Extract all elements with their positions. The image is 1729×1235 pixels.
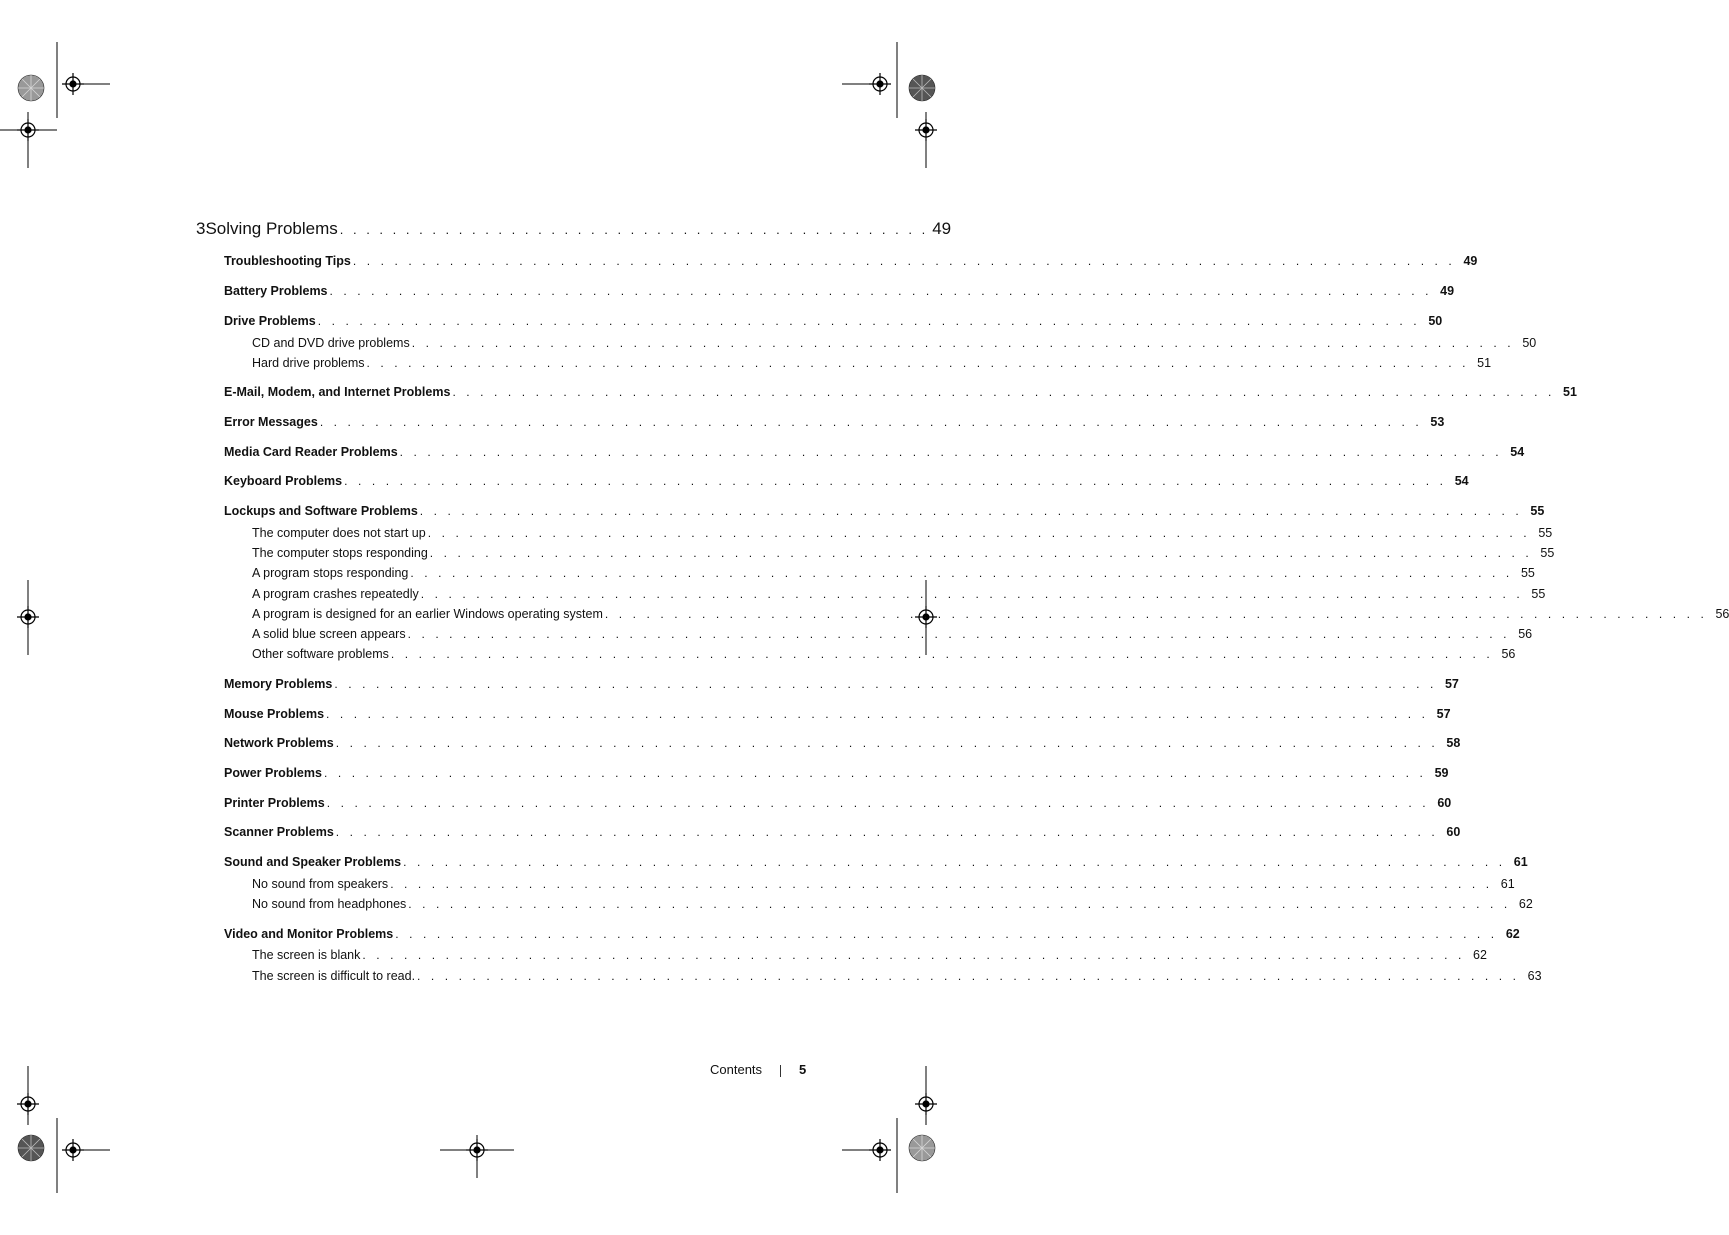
- entry-page-number: 61: [1500, 877, 1515, 891]
- entry-page-number: 62: [1518, 897, 1533, 911]
- entry-label: Video and Monitor Problems: [224, 927, 394, 941]
- entry-label: E-Mail, Modem, and Internet Problems: [224, 385, 451, 399]
- entry-page-number: 50: [1522, 336, 1537, 350]
- leader-dots: . . . . . . . . . . . . . . . . . . . . . . . . . . . . . . . . . . . . . . . . . . . . . . . . . . . . . . . . . . . . . . . . . . . . . . . . . . . . . . . .: [323, 766, 1427, 780]
- entry-page-number: 56: [1518, 627, 1533, 641]
- toc-section-entry[interactable]: [224, 796, 1452, 810]
- toc-subsection-entry[interactable]: [252, 566, 1535, 580]
- entry-label: No sound from headphones: [252, 897, 407, 911]
- entry-label: Battery Problems: [224, 284, 328, 298]
- leader-dots: . . . . . . . . . . . . . . . . . . . . . . . . . . . . . . . . . . . . . . . . . . . . . . . . . . . . . . . . . . . . . . . . . . . . . . . . . . . . . . . .: [452, 385, 1555, 399]
- entry-label: No sound from speakers: [252, 877, 389, 891]
- toc-section-entry[interactable]: [224, 445, 1525, 459]
- page-footer: [710, 1062, 807, 1077]
- toc-subsection-entry[interactable]: [252, 336, 1537, 350]
- leader-dots: . . . . . . . . . . . . . . . . . . . . . . . . . . . . . . . . . . . . . . . . . . . . . . . . . . . . . . . . . . . . . . . . . . . . . . . . . . . . . . . .: [362, 948, 1465, 962]
- leader-dots: . . . . . . . . . . . . . . . . . . . . . . . . . . . . . . . . . . . . . . . . . . . . . . . . . . . . . . . . . . . . . . . . . . . . . . . . . . . . . . . .: [390, 647, 1494, 661]
- toc-subsection-entry[interactable]: [252, 627, 1533, 641]
- toc-subsection-entry[interactable]: [252, 897, 1533, 911]
- toc-section-entry[interactable]: [224, 736, 1461, 750]
- entry-label: A solid blue screen appears: [252, 627, 406, 641]
- entry-label: Hard drive problems: [252, 356, 365, 370]
- entry-page-number: 60: [1446, 825, 1461, 839]
- toc-section-entry[interactable]: [224, 855, 1528, 869]
- leader-dots: . . . . . . . . . . . . . . . . . . . . . . . . . . . . . . . . . . . . . . . . . . . . . . . . . . . . . . . . . . . . . . . . . . . . . . . . . . . . . . . .: [410, 566, 1513, 580]
- entry-page-number: 55: [1540, 546, 1555, 560]
- toc-section-entry[interactable]: [224, 254, 1478, 268]
- chapter-heading[interactable]: [196, 219, 952, 239]
- leader-dots: . . . . . . . . . . . . . . . . . . . . . . . . . . . . . . . . . . . . . . . . . . . . . . . . . . . . . . . . . . . . . . . . . . . . . . . . . . . . . . . .: [403, 855, 1506, 869]
- leader-dots: . . . . . . . . . . . . . . . . . . . . . . . . . . . . . . . . . . . . . . . . . . . . . . . . . . . . . . . . . . . . . . . . . . . . . . . . . . . . . . . .: [420, 587, 1524, 601]
- entry-label: Memory Problems: [224, 677, 333, 691]
- toc-section-entry[interactable]: [224, 677, 1459, 691]
- footer-label: Contents: [710, 1062, 763, 1077]
- entry-label: Power Problems: [224, 766, 322, 780]
- leader-dots: . . . . . . . . . . . . . . . . . . . . . . . . . . . . . . . . . . . . . . . . . . . . . . . . . . . . . . . . . . . . . . . . . . . . . . . . . . . . . . . .: [352, 254, 1456, 268]
- toc-section-entry[interactable]: [224, 825, 1461, 839]
- toc-section-entry[interactable]: [224, 766, 1449, 780]
- leader-dots: . . . . . . . . . . . . . . . . . . . . . . . . . . . . . . . . . . . . . . . . . . . . . . . . . . . . . . . . . . . . . . . . . . . . . . . . . . . . . . . .: [335, 736, 1439, 750]
- entry-page-number: 55: [1520, 566, 1535, 580]
- leader-dots: . . . . . . . . . . . . . . . . . . . . . . . . . . . . . . . . . . . . . . . . . . . . . . . . . . . . . . . . . . . . . . . . . . . . . . . . . . . . . . . .: [419, 504, 1523, 518]
- leader-dots: . . . . . . . . . . . . . . . . . . . . . . . . . . . . . . . . . . . . . . . . . . . . . . . . . . . . . . . . . . . . . . . . . . . . . . . . . . . . . . . .: [417, 969, 1520, 983]
- entry-label: A program crashes repeatedly: [252, 587, 419, 601]
- toc-section-entry[interactable]: [224, 474, 1469, 488]
- leader-dots: . . . . . . . . . . . . . . . . . . . . . . . . . . . . . . . . . . . . . . . . . . . . . . . . . . . . . . . . . . . . . . . . . . . . . . . . . . . . . . . .: [326, 796, 1430, 810]
- entry-page-number: 56: [1715, 607, 1729, 621]
- entry-label: Error Messages: [224, 415, 318, 429]
- leader-dots: . . . . . . . . . . . . . . . . . . . . . . . . . . . . . . . . . . . . . . . . . . . . . . . . . . . . . . . . . . . . . . . . . . . . . . . . . . . . . . . .: [427, 526, 1531, 540]
- toc-subsection-entry[interactable]: [252, 526, 1553, 540]
- leader-dots: . . . . . . . . . . . . . . . . . . . . . . . . . . . . . . . . . . . . . . . . . . . . . . . . . . . . . . . . . . . . . . . . . . . . . . . . . . . . . . . .: [399, 445, 1503, 459]
- toc-section-entry[interactable]: [224, 385, 1577, 399]
- entry-page-number: 53: [1430, 415, 1445, 429]
- entry-page-number: 60: [1437, 796, 1452, 810]
- toc-subsection-entry[interactable]: [252, 948, 1487, 962]
- chapter-page: 49: [932, 219, 952, 238]
- entry-label: Lockups and Software Problems: [224, 504, 418, 518]
- entry-page-number: 57: [1444, 677, 1459, 691]
- leader-dots: . . . . . . . . . . . . . . . . . . . . . . . . . . . . . . . . . . . . . . . . . . . . . . . . . . . . . . . . . . . . . . . . . . . . . . . . . . . . . . . .: [408, 897, 1511, 911]
- entry-label: A program stops responding: [252, 566, 409, 580]
- leader-dots: . . . . . . . . . . . . . . . . . . . . . . . . . . . . . . . . . . . . . . . . . . . . . . . . . . . . . . . . . . . . . . . . . . . . . . . . . . . . . . . .: [407, 627, 1511, 641]
- entry-page-number: 62: [1473, 948, 1487, 962]
- toc-section-entry[interactable]: [224, 707, 1451, 721]
- entry-page-number: 51: [1563, 385, 1577, 399]
- entry-page-number: 61: [1513, 855, 1528, 869]
- toc-section-entry[interactable]: [224, 927, 1520, 941]
- leader-dots: . . . . . . . . . . . . . . . . . . . . . . . . . . . . . . . . . . . . . . . . . . . . . . . . . . . . . . . . . . . . . . . . . . . . . . . . . . . . . . . .: [366, 356, 1470, 370]
- footer-page-number: 5: [799, 1062, 807, 1077]
- entry-page-number: 58: [1446, 736, 1461, 750]
- entry-label: The screen is difficult to read.: [252, 969, 416, 983]
- toc-subsection-entry[interactable]: [252, 356, 1492, 370]
- entry-label: Media Card Reader Problems: [224, 445, 398, 459]
- entry-label: The computer does not start up: [252, 526, 426, 540]
- entry-page-number: 63: [1527, 969, 1542, 983]
- entry-page-number: 54: [1454, 474, 1469, 488]
- entry-label: The computer stops responding: [252, 546, 428, 560]
- footer-divider: [780, 1065, 781, 1077]
- entry-page-number: 51: [1477, 356, 1492, 370]
- entry-label: Scanner Problems: [224, 825, 334, 839]
- toc-subsection-entry[interactable]: [252, 647, 1516, 661]
- entry-label: Keyboard Problems: [224, 474, 343, 488]
- entry-page-number: 55: [1530, 504, 1545, 518]
- entry-page-number: 54: [1510, 445, 1525, 459]
- leader-dots: . . . . . . . . . . . . . . . . . . . . . . . . . . . . . . . . . . . . . . . . . . . . . . . . . . . . . . . . . . . . . . . . . . . . . . . . . . . . . . . .: [395, 927, 1498, 941]
- chapter-title: Solving Problems: [205, 219, 338, 238]
- leader-dots: . . . . . . . . . . . . . . . . . . . . . . . . . . . . . . . . . . . . . . . . . . . . . . . . . . . . . . . . . . . . . . . . . . . . . . . . . . . . . . . .: [604, 607, 1708, 621]
- entry-page-number: 62: [1505, 927, 1520, 941]
- entry-label: CD and DVD drive problems: [252, 336, 410, 350]
- entry-page-number: 55: [1531, 587, 1546, 601]
- entry-page-number: 59: [1434, 766, 1449, 780]
- toc-subsection-entry[interactable]: [252, 546, 1555, 560]
- entry-label: Other software problems: [252, 647, 389, 661]
- toc-subsection-entry[interactable]: [252, 587, 1546, 601]
- entry-label: Troubleshooting Tips: [224, 254, 351, 268]
- leader-dots: . . . . . . . . . . . . . . . . . . . . . . . . . . . . . . . . . . . . . . . . . . . . . . . . . . . . . . . . . . . . . . . . . . . . . . . . . . . . . . . .: [319, 415, 1423, 429]
- entry-label: Printer Problems: [224, 796, 325, 810]
- leader-dots: . . . . . . . . . . . . . . . . . . . . . . . . . . . . . . . . . . . . . . . . . . . . .: [339, 222, 929, 237]
- entry-page-number: 57: [1436, 707, 1451, 721]
- leader-dots: . . . . . . . . . . . . . . . . . . . . . . . . . . . . . . . . . . . . . . . . . . . . . . . . . . . . . . . . . . . . . . . . . . . . . . . . . . . . . . . .: [411, 336, 1515, 350]
- entry-page-number: 49: [1440, 284, 1455, 298]
- toc-section-entry[interactable]: [224, 314, 1443, 328]
- toc-section-entry[interactable]: [224, 504, 1545, 518]
- leader-dots: . . . . . . . . . . . . . . . . . . . . . . . . . . . . . . . . . . . . . . . . . . . . . . . . . . . . . . . . . . . . . . . . . . . . . . . . . . . . . . . .: [329, 284, 1433, 298]
- leader-dots: . . . . . . . . . . . . . . . . . . . . . . . . . . . . . . . . . . . . . . . . . . . . . . . . . . . . . . . . . . . . . . . . . . . . . . . . . . . . . . . .: [335, 825, 1439, 839]
- leader-dots: . . . . . . . . . . . . . . . . . . . . . . . . . . . . . . . . . . . . . . . . . . . . . . . . . . . . . . . . . . . . . . . . . . . . . . . . . . . . . . . .: [344, 474, 1447, 488]
- toc-subsection-entry[interactable]: [252, 607, 1729, 621]
- toc-subsection-entry[interactable]: [252, 969, 1542, 983]
- entry-page-number: 49: [1463, 254, 1478, 268]
- entry-label: Network Problems: [224, 736, 334, 750]
- leader-dots: . . . . . . . . . . . . . . . . . . . . . . . . . . . . . . . . . . . . . . . . . . . . . . . . . . . . . . . . . . . . . . . . . . . . . . . . . . . . . . . .: [334, 677, 1437, 691]
- entry-label: Drive Problems: [224, 314, 316, 328]
- toc-section-entry[interactable]: [224, 284, 1455, 298]
- toc-section-entry[interactable]: [224, 415, 1445, 429]
- entry-page-number: 55: [1538, 526, 1553, 540]
- toc-subsection-entry[interactable]: [252, 877, 1515, 891]
- leader-dots: . . . . . . . . . . . . . . . . . . . . . . . . . . . . . . . . . . . . . . . . . . . . . . . . . . . . . . . . . . . . . . . . . . . . . . . . . . . . . . . .: [429, 546, 1533, 560]
- leader-dots: . . . . . . . . . . . . . . . . . . . . . . . . . . . . . . . . . . . . . . . . . . . . . . . . . . . . . . . . . . . . . . . . . . . . . . . . . . . . . . . .: [317, 314, 1421, 328]
- leader-dots: . . . . . . . . . . . . . . . . . . . . . . . . . . . . . . . . . . . . . . . . . . . . . . . . . . . . . . . . . . . . . . . . . . . . . . . . . . . . . . . .: [390, 877, 1493, 891]
- chapter-number: 3: [196, 219, 206, 238]
- leader-dots: . . . . . . . . . . . . . . . . . . . . . . . . . . . . . . . . . . . . . . . . . . . . . . . . . . . . . . . . . . . . . . . . . . . . . . . . . . . . . . . .: [326, 707, 1429, 721]
- entry-page-number: 56: [1501, 647, 1516, 661]
- entry-label: Sound and Speaker Problems: [224, 855, 402, 869]
- entry-label: The screen is blank: [252, 948, 361, 962]
- entry-label: A program is designed for an earlier Windows operating system: [252, 607, 603, 621]
- entry-page-number: 50: [1428, 314, 1443, 328]
- entry-label: Mouse Problems: [224, 707, 325, 721]
